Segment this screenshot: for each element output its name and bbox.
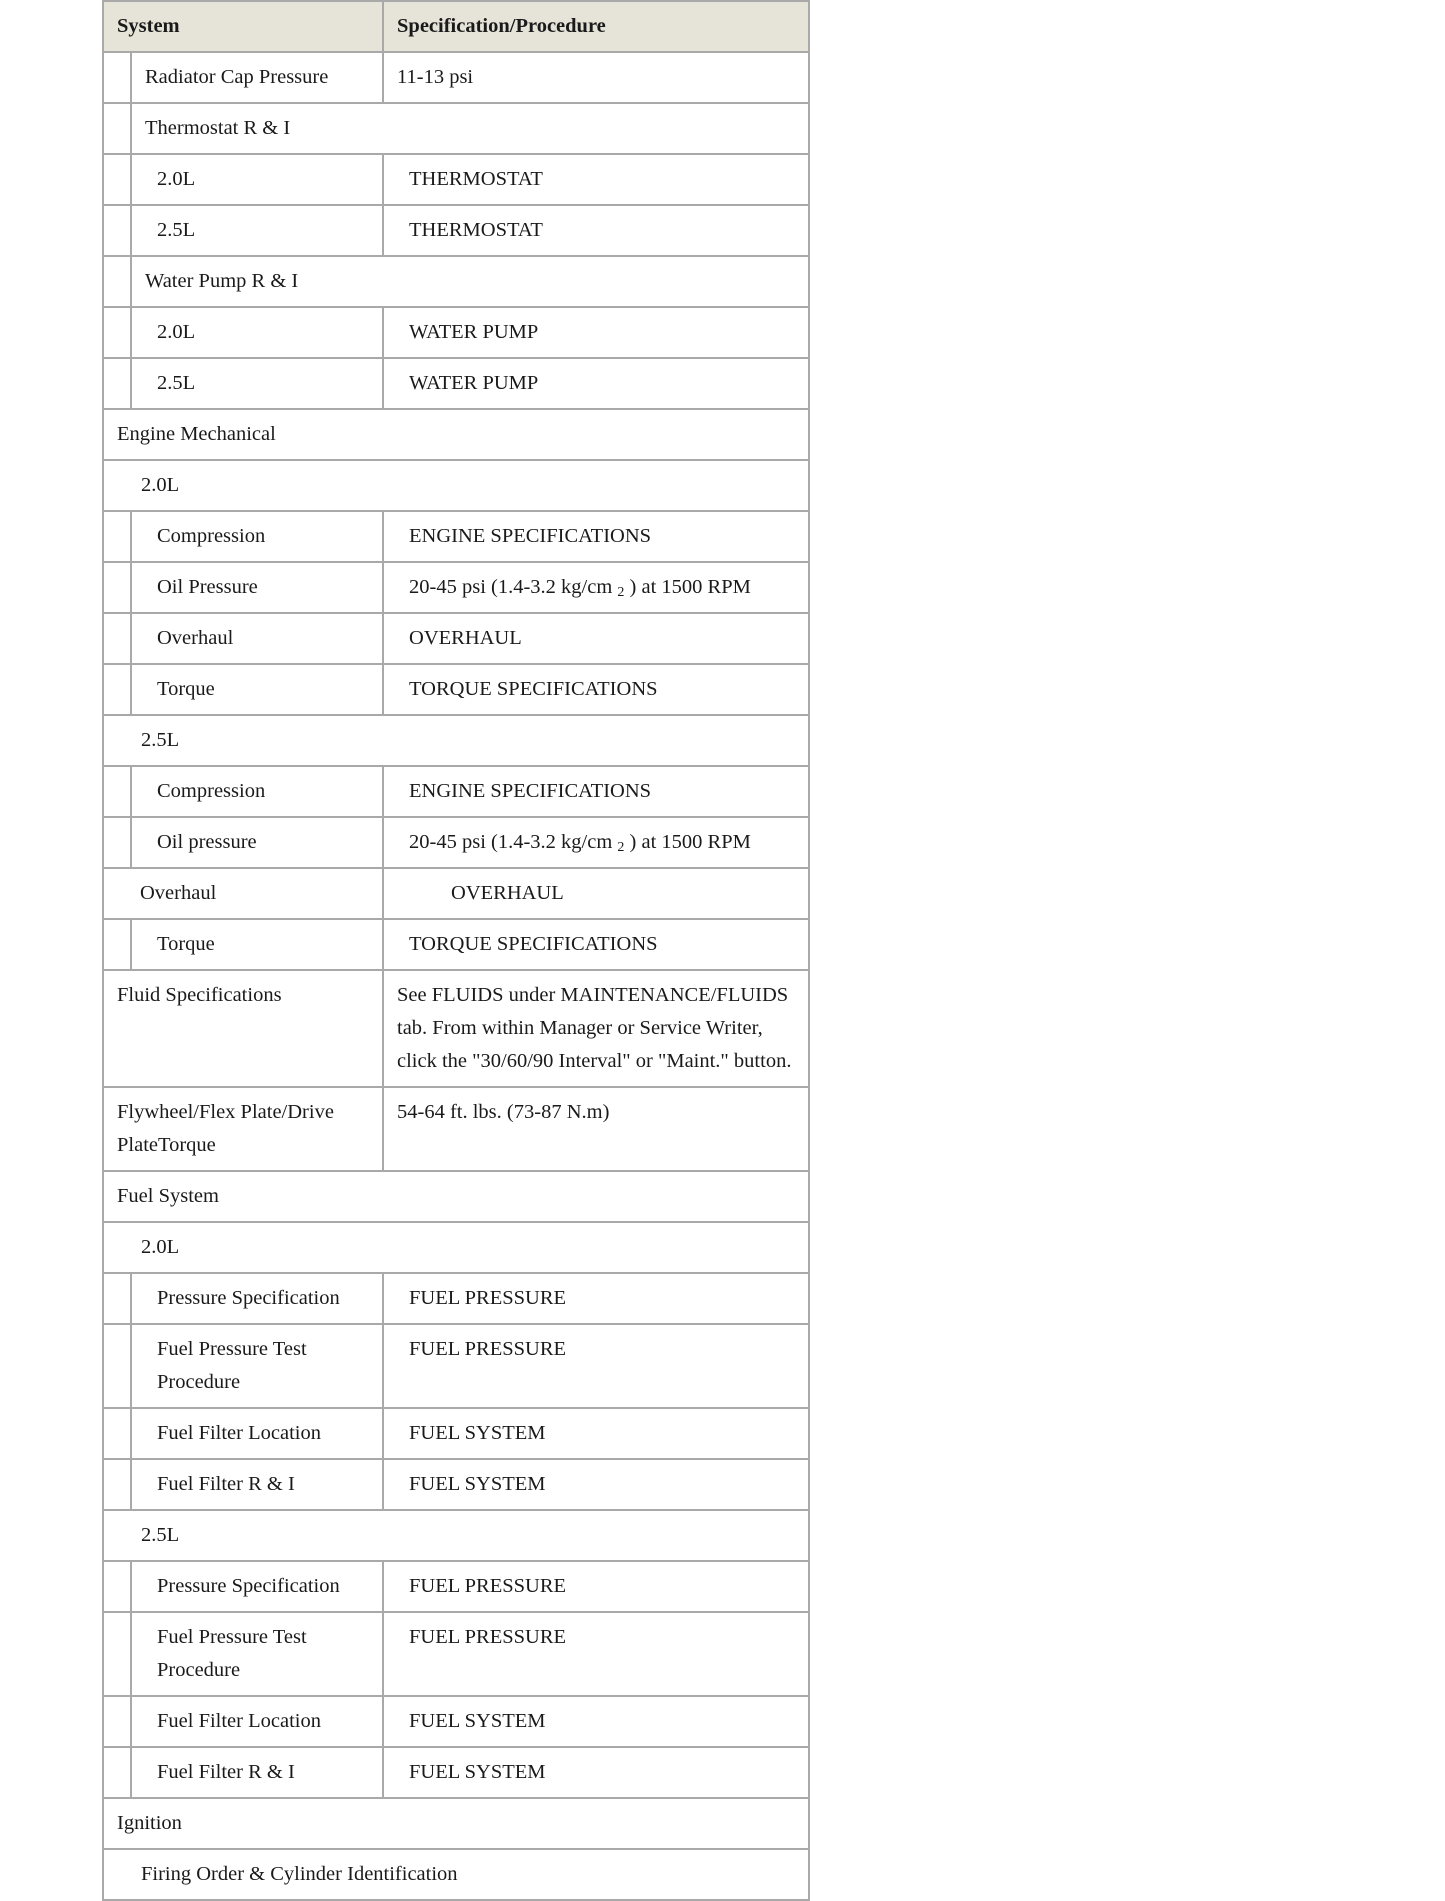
header-spec: Specification/Procedure [383, 1, 809, 52]
system-cell-text: 2.5L [157, 372, 196, 394]
table-row [103, 664, 809, 715]
spacer-cell [103, 1747, 131, 1798]
spec-cell [384, 1325, 808, 1374]
spec-cell [384, 308, 808, 357]
table-row [103, 1459, 809, 1510]
table-row [103, 1510, 809, 1561]
group-cell-text: 2.5L [141, 729, 180, 751]
spec-cell [384, 1460, 808, 1509]
system-cell-text: Thermostat R & I [145, 117, 291, 139]
spec-cell [384, 1562, 808, 1611]
spec-cell-text: FUEL PRESSURE [409, 1338, 567, 1360]
spec-cell [384, 563, 808, 612]
table-body [103, 52, 809, 1900]
system-cell-text: Fuel Pressure Test Procedure [157, 1626, 307, 1681]
table-row [103, 766, 809, 817]
spec-cell-text: WATER PUMP [409, 372, 539, 394]
system-cell [132, 1409, 382, 1458]
spec-cell-text: TORQUE SPECIFICATIONS [409, 933, 658, 955]
spec-cell [384, 1409, 808, 1458]
spec-tail: ) at 1500 RPM [629, 576, 751, 598]
section-cell [104, 410, 808, 459]
spec-cell-text: 11-13 psi [397, 66, 474, 88]
spacer-cell [103, 511, 131, 562]
spec-cell [384, 1697, 808, 1746]
table-row [103, 613, 809, 664]
spacer-cell [103, 1408, 131, 1459]
system-cell [132, 512, 382, 561]
table-row [103, 1747, 809, 1798]
table-row [103, 460, 809, 511]
spec-cell [384, 1088, 808, 1137]
system-cell [132, 155, 382, 204]
group-cell [104, 1850, 808, 1899]
spec-cell [384, 1613, 808, 1662]
spec-cell-text: WATER PUMP [409, 321, 539, 343]
header-system: System [103, 1, 383, 52]
spec-cell [384, 614, 808, 663]
spacer-cell [103, 766, 131, 817]
spec-cell [384, 665, 808, 714]
system-cell-text: Fluid Specifications [117, 984, 282, 1006]
table-row [103, 205, 809, 256]
system-cell-text: 2.0L [157, 168, 196, 190]
group-cell [104, 461, 808, 510]
spec-cell [384, 767, 808, 816]
spec-cell [384, 206, 808, 255]
system-cell-text: Pressure Specification [157, 1287, 340, 1309]
spec-cell-text: FUEL PRESSURE [409, 1575, 567, 1597]
spacer-cell [103, 205, 131, 256]
spacer-cell [103, 154, 131, 205]
system-cell [132, 920, 382, 969]
system-cell [132, 1748, 382, 1797]
group-cell [104, 1511, 808, 1560]
spacer-cell [103, 1324, 131, 1408]
subscript: 2 [617, 840, 625, 855]
header-row [103, 1, 809, 52]
section-cell-text: Engine Mechanical [117, 423, 276, 445]
table-row [103, 307, 809, 358]
spec-cell-text: 20-45 psi (1.4-3.2 kg/cm [409, 576, 613, 598]
table-row [103, 511, 809, 562]
spec-cell-text: OVERHAUL [409, 627, 522, 649]
group-cell-text: Firing Order & Cylinder Identification [141, 1863, 458, 1885]
table-row [103, 103, 809, 154]
system-cell-text: Compression [157, 525, 266, 547]
group-cell [104, 716, 808, 765]
section-cell-text: Fuel System [117, 1185, 219, 1207]
table-row [103, 1324, 809, 1408]
table-row [103, 358, 809, 409]
spec-cell-text: FUEL SYSTEM [409, 1473, 546, 1495]
spec-cell [384, 818, 808, 867]
system-cell-text: Compression [157, 780, 266, 802]
spec-cell-text: 54-64 ft. lbs. (73-87 N.m) [397, 1101, 610, 1123]
table-row [103, 1408, 809, 1459]
spacer-cell [103, 664, 131, 715]
table-row [103, 1087, 809, 1171]
system-cell-text: 2.5L [157, 219, 196, 241]
system-cell-text: Torque [157, 933, 215, 955]
system-cell-text: Fuel Filter R & I [157, 1473, 295, 1495]
table-row [103, 1561, 809, 1612]
spec-cell [384, 155, 808, 204]
system-cell [132, 359, 382, 408]
spacer-cell [103, 256, 131, 307]
table-row [103, 256, 809, 307]
spacer-cell [103, 1561, 131, 1612]
system-cell-text: Torque [157, 678, 215, 700]
spacer-cell [103, 1696, 131, 1747]
spec-cell-text: OVERHAUL [451, 882, 564, 904]
spacer-cell [103, 103, 131, 154]
system-cell-text: Oil pressure [157, 831, 257, 853]
system-cell [132, 257, 808, 306]
spec-table [102, 0, 810, 1901]
system-cell-text: Pressure Specification [157, 1575, 340, 1597]
group-cell-text: 2.5L [141, 1524, 180, 1546]
spec-cell [384, 1274, 808, 1323]
group-cell-text: 2.0L [141, 1236, 180, 1258]
spec-cell [384, 971, 808, 1086]
spec-cell-text: FUEL SYSTEM [409, 1710, 546, 1732]
table-row [103, 562, 809, 613]
spacer-cell [103, 613, 131, 664]
group-cell [104, 1223, 808, 1272]
spacer-cell [103, 919, 131, 970]
system-cell [132, 563, 382, 612]
spacer-cell [103, 307, 131, 358]
system-cell [132, 104, 808, 153]
spec-cell-text: 20-45 psi (1.4-3.2 kg/cm [409, 831, 613, 853]
system-cell [104, 1088, 382, 1170]
table-row [103, 1612, 809, 1696]
system-cell [132, 1613, 382, 1695]
table-row [103, 817, 809, 868]
spec-cell [384, 1748, 808, 1797]
spacer-cell [103, 358, 131, 409]
spec-cell [384, 920, 808, 969]
spec-tail: ) at 1500 RPM [629, 831, 751, 853]
spec-cell-text: FUEL PRESSURE [409, 1287, 567, 1309]
spec-cell-text: THERMOSTAT [409, 168, 543, 190]
spec-cell [384, 869, 808, 918]
system-cell-text: Overhaul [157, 627, 234, 649]
spec-cell-text: FUEL SYSTEM [409, 1761, 546, 1783]
table-row [103, 919, 809, 970]
table-row [103, 1798, 809, 1849]
table-row [103, 1171, 809, 1222]
table-row [103, 1696, 809, 1747]
system-cell-text: Flywheel/Flex Plate/Drive PlateTorque [117, 1101, 334, 1156]
spec-cell-text: TORQUE SPECIFICATIONS [409, 678, 658, 700]
system-cell [132, 767, 382, 816]
subscript: 2 [617, 585, 625, 600]
table-row [103, 1849, 809, 1900]
section-cell [104, 1172, 808, 1221]
table-row [103, 970, 809, 1087]
system-cell [104, 971, 382, 1020]
table-row [103, 154, 809, 205]
spacer-cell [103, 562, 131, 613]
system-cell [132, 614, 382, 663]
system-cell-text: Fuel Filter Location [157, 1710, 321, 1732]
system-cell-text: Oil Pressure [157, 576, 258, 598]
spacer-cell [103, 1273, 131, 1324]
system-cell [104, 869, 382, 918]
section-cell-text: Ignition [117, 1812, 182, 1834]
spacer-cell [103, 1612, 131, 1696]
system-cell-text: Radiator Cap Pressure [145, 66, 329, 88]
system-cell [132, 818, 382, 867]
system-cell [132, 1325, 382, 1407]
system-cell [132, 1562, 382, 1611]
system-cell-text: Fuel Filter R & I [157, 1761, 295, 1783]
table-row [103, 1222, 809, 1273]
section-cell [104, 1799, 808, 1848]
system-cell [132, 53, 382, 102]
spec-cell-text: THERMOSTAT [409, 219, 543, 241]
table-row [103, 868, 809, 919]
table-row [103, 715, 809, 766]
table-row [103, 1273, 809, 1324]
system-cell-text: Overhaul [140, 882, 217, 904]
spec-cell-text: FUEL SYSTEM [409, 1422, 546, 1444]
system-cell [132, 665, 382, 714]
spec-cell-text: ENGINE SPECIFICATIONS [409, 525, 652, 547]
spacer-cell [103, 52, 131, 103]
system-cell [132, 1274, 382, 1323]
system-cell [132, 308, 382, 357]
system-cell [132, 206, 382, 255]
spacer-cell [103, 817, 131, 868]
table-row [103, 409, 809, 460]
system-cell-text: Fuel Filter Location [157, 1422, 321, 1444]
system-cell-text: Fuel Pressure Test Procedure [157, 1338, 307, 1393]
spacer-cell [103, 1459, 131, 1510]
spec-cell [384, 512, 808, 561]
system-cell-text: Water Pump R & I [145, 270, 299, 292]
system-cell [132, 1697, 382, 1746]
system-cell [132, 1460, 382, 1509]
system-cell-text: 2.0L [157, 321, 196, 343]
spec-cell [384, 359, 808, 408]
spec-cell-text: FUEL PRESSURE [409, 1626, 567, 1648]
spec-cell-text: See FLUIDS under MAINTENANCE/FLUIDS tab. From within Manager or Service Writer, click the "30/60/90 Interval" or "Maint." button. [397, 984, 792, 1072]
table-row [103, 52, 809, 103]
spec-cell [384, 53, 808, 102]
spec-cell-text: ENGINE SPECIFICATIONS [409, 780, 652, 802]
group-cell-text: 2.0L [141, 474, 180, 496]
